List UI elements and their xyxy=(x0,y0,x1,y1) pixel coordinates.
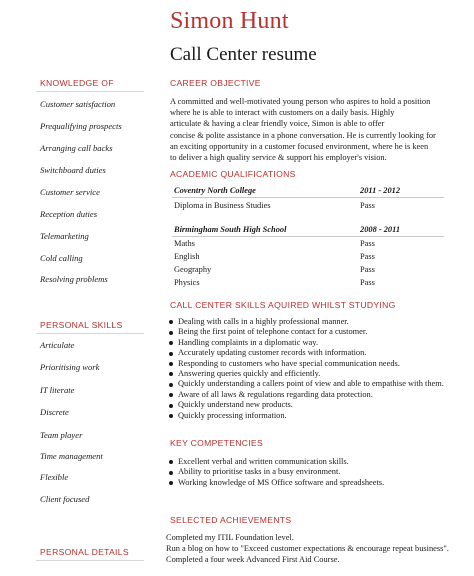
objective-line: articulate & having a clear friendly voice, Simon is able to offer xyxy=(170,119,385,129)
resume-title: Call Center resume xyxy=(170,44,317,65)
skill-item: Flexible xyxy=(40,472,69,482)
objective-line: concise & polite assistance in a phone conversation. He is currently looking for xyxy=(170,130,436,140)
list-item xyxy=(168,359,458,369)
college-divider xyxy=(172,197,444,198)
skill-item: Team player xyxy=(40,430,83,440)
bullet-icon xyxy=(169,383,173,387)
college-subject: Diploma in Business Studies xyxy=(174,201,271,210)
list-item xyxy=(168,457,458,467)
bullet-icon xyxy=(169,460,173,464)
key-competencies-heading: KEY COMPETENCIES xyxy=(170,438,263,448)
personal-skills-heading: PERSONAL SKILLS xyxy=(40,320,123,330)
bullet-icon xyxy=(169,352,173,356)
bullet-icon xyxy=(169,372,173,376)
school-grade: Pass xyxy=(360,278,375,287)
school-subject: Maths xyxy=(174,239,195,248)
school-subject: English xyxy=(174,252,200,261)
key-competencies-list xyxy=(168,457,458,488)
skill-item: Client focused xyxy=(40,494,90,504)
competency-text: Working knowledge of MS Office software and spreadsheets. xyxy=(178,477,385,487)
career-objective-heading: CAREER OBJECTIVE xyxy=(170,78,261,88)
list-item xyxy=(168,400,458,410)
bullet-icon xyxy=(169,404,173,408)
list-item xyxy=(168,317,458,327)
skill-text: Handling complaints in a diplomatic way. xyxy=(178,337,318,347)
list-item xyxy=(168,390,458,400)
knowledge-heading: KNOWLEDGE OF xyxy=(40,78,114,88)
skill-text: Quickly understand new products. xyxy=(178,400,293,410)
skill-text: Answering queries quickly and efficiently. xyxy=(178,369,321,379)
objective-line: where he is able to interact with customers on a daily basis. Highly xyxy=(170,108,395,118)
list-item xyxy=(168,327,458,337)
knowledge-item: Prequalifying prospects xyxy=(40,121,122,131)
college-grade: Pass xyxy=(360,201,375,210)
personal-details-rule xyxy=(36,560,144,561)
list-item xyxy=(168,467,458,477)
school-grade: Pass xyxy=(360,239,375,248)
knowledge-item: Reception duties xyxy=(40,209,98,219)
bullet-icon xyxy=(169,471,173,475)
bullet-icon xyxy=(169,393,173,397)
achievement-line: Run a blog on how to "Exceed customer expectations & encourage repeat business". xyxy=(166,544,449,553)
list-item xyxy=(168,478,458,488)
school-grade: Pass xyxy=(360,252,375,261)
competency-text: Excellent verbal and written communication skills. xyxy=(178,457,349,466)
skill-item: Discrete xyxy=(40,407,69,417)
school-divider xyxy=(172,236,444,237)
college-name: Coventry North College xyxy=(174,186,256,195)
objective-line: to deliver a high quality service & support his employer's vision. xyxy=(170,153,387,163)
knowledge-item: Customer service xyxy=(40,187,100,197)
list-item xyxy=(168,348,458,358)
list-item xyxy=(168,369,458,379)
call-center-skills-heading: CALL CENTER SKILLS AQUIRED WHILST STUDYING xyxy=(170,300,396,310)
list-item xyxy=(168,411,458,421)
objective-line: an exciting opportunity in a customer focused environment, where he is keen xyxy=(170,141,429,151)
skill-text: Being the first point of telephone contact for a customer. xyxy=(178,327,368,337)
candidate-name: Simon Hunt xyxy=(170,8,289,34)
knowledge-item: Cold calling xyxy=(40,253,83,263)
skill-text: Quickly processing information. xyxy=(178,410,287,420)
knowledge-rule xyxy=(36,91,144,92)
bullet-icon xyxy=(169,414,173,418)
skill-item: Time management xyxy=(40,451,103,461)
personal-skills-rule xyxy=(36,333,144,334)
knowledge-item: Telemarketing xyxy=(40,231,89,241)
bullet-icon xyxy=(169,481,173,485)
bullet-icon xyxy=(169,331,173,335)
bullet-icon xyxy=(169,341,173,345)
school-name: Birmingham South High School xyxy=(174,225,287,234)
skill-item: IT literate xyxy=(40,385,75,395)
skill-text: Quickly understanding a callers point of view and able to empathise with them. xyxy=(178,379,444,389)
achievement-line: Completed a four week Advanced First Aid Course. xyxy=(166,555,340,564)
school-subject: Physics xyxy=(174,278,200,287)
bullet-icon xyxy=(169,362,173,366)
school-subject: Geography xyxy=(174,265,212,274)
skill-text: Accurately updating customer records with information. xyxy=(178,348,367,358)
skill-text: Aware of all laws & regulations regarding data protection. xyxy=(178,389,373,399)
school-grade: Pass xyxy=(360,265,375,274)
skill-item: Articulate xyxy=(40,340,75,350)
bullet-icon xyxy=(169,320,173,324)
list-item xyxy=(168,379,458,389)
career-objective-text xyxy=(170,96,450,163)
knowledge-item: Arranging call backs xyxy=(40,143,113,153)
selected-achievements-heading: SELECTED ACHIEVEMENTS xyxy=(170,515,292,525)
list-item xyxy=(168,338,458,348)
knowledge-item: Resolving problems xyxy=(40,274,108,284)
skill-item: Prioritising work xyxy=(40,362,100,372)
knowledge-item: Switchboard duties xyxy=(40,165,106,175)
objective-line: A committed and well-motivated young person who aspires to hold a position xyxy=(170,97,431,106)
knowledge-item: Customer satisfaction xyxy=(40,99,116,109)
school-years: 2008 - 2011 xyxy=(360,225,401,234)
achievement-line: Completed my ITIL Foundation level. xyxy=(166,533,294,542)
call-center-skills-list xyxy=(168,317,458,421)
personal-details-heading: PERSONAL DETAILS xyxy=(40,547,129,557)
college-years: 2011 - 2012 xyxy=(360,186,401,195)
skill-text: Dealing with calls in a highly professional manner. xyxy=(178,317,349,326)
competency-text: Ability to prioritise tasks in a busy environment. xyxy=(178,467,341,477)
academic-qualifications-heading: ACADEMIC QUALIFICATIONS xyxy=(170,169,296,179)
skill-text: Responding to customers who have special communication needs. xyxy=(178,358,400,368)
